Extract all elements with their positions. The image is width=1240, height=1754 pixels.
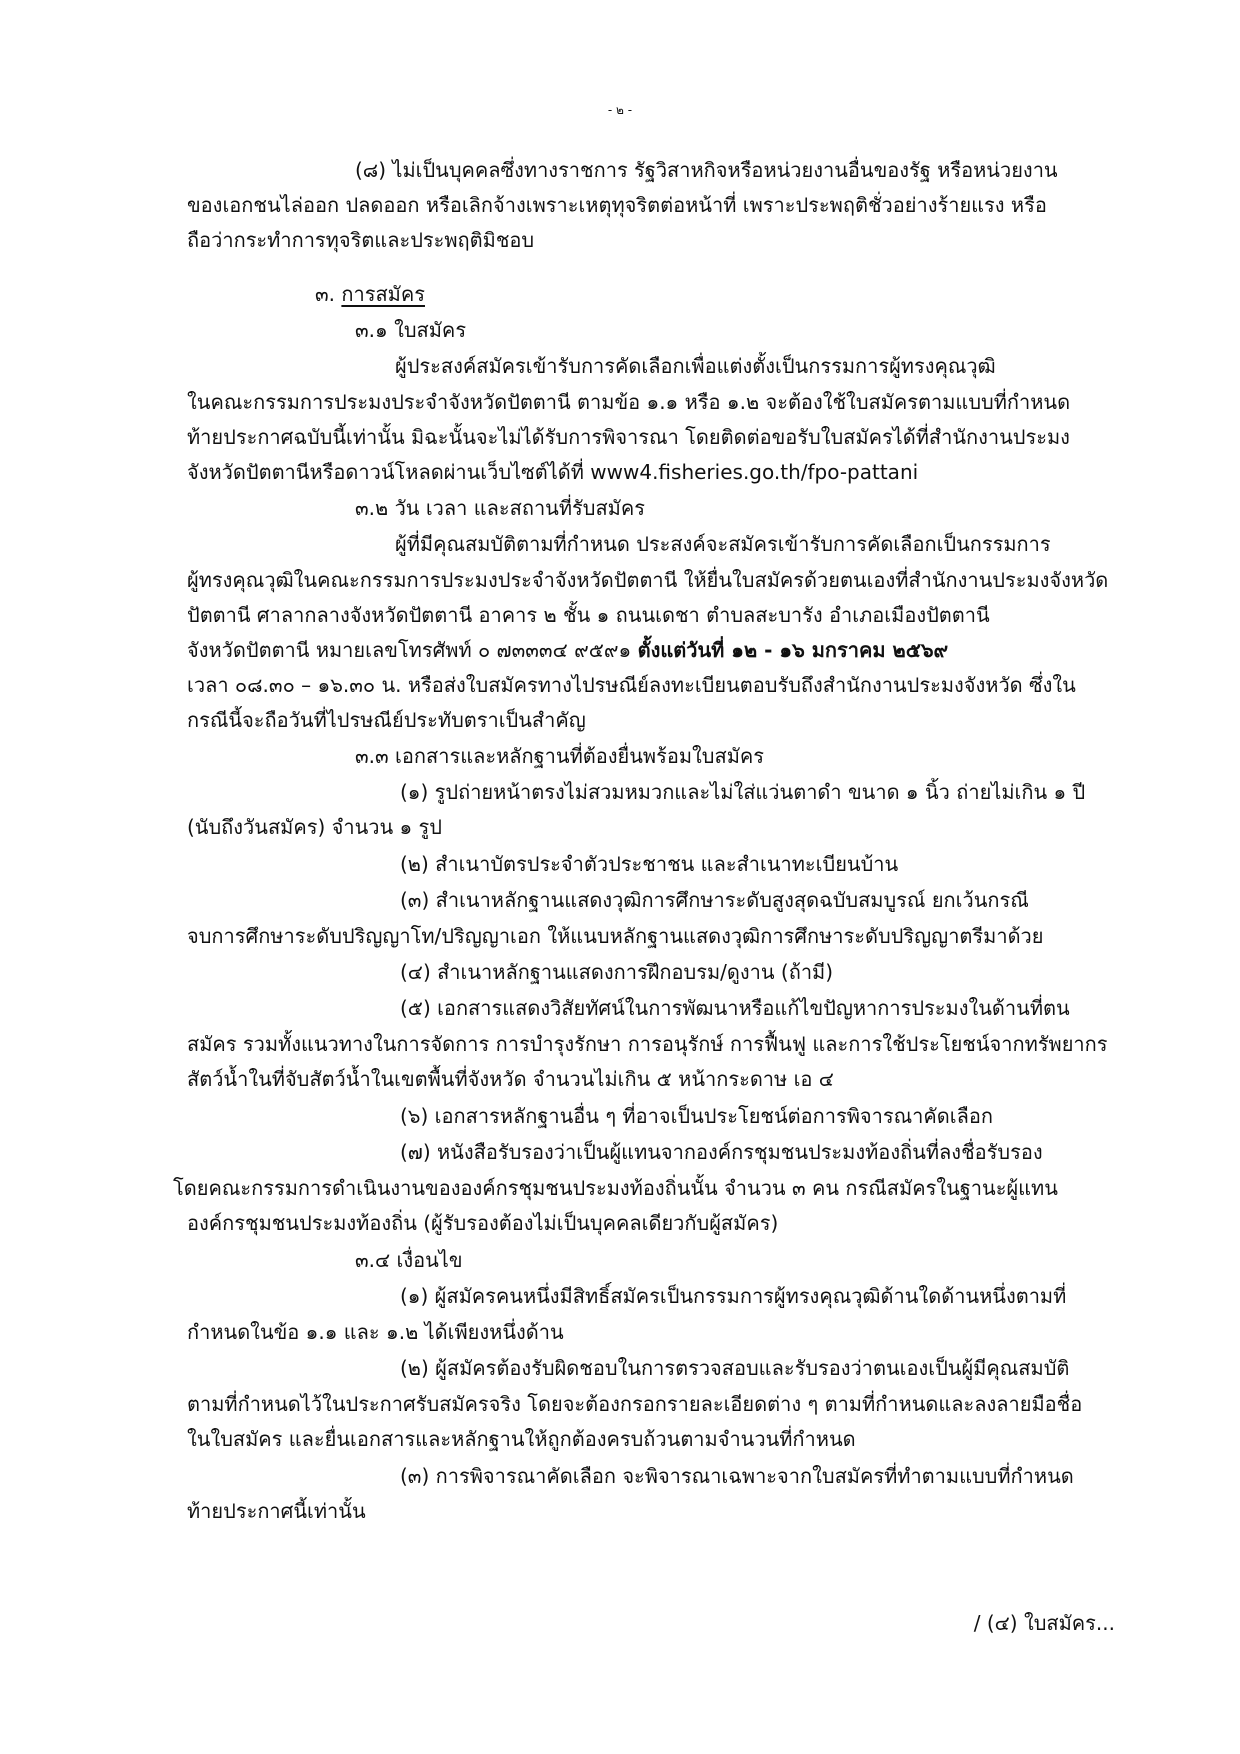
section-3-1-line-2: ในคณะกรรมการประมงประจำจังหวัดปัตตานี ตามข้อ ๑.๑ หรือ ๑.๒ จะต้องใช้ใบสมัครตามแบบที่กำหนด [187, 390, 1071, 414]
item-8-line-3: ถือว่ากระทำการทุจริตและประพฤติมิชอบ [187, 228, 535, 252]
section-3-3-heading: ๓.๓ เอกสารและหลักฐานที่ต้องยื่นพร้อมใบสมัคร [355, 744, 765, 768]
section-3-3-line-7: (๕) เอกสารแสดงวิสัยทัศน์ในการพัฒนาหรือแก้ไขปัญหาการประมงในด้านที่ตน [400, 996, 1070, 1020]
section-3-heading [315, 278, 425, 310]
continuation-note: / (๔) ใบสมัคร... [973, 1611, 1115, 1635]
section-3-2-line-4-text: จังหวัดปัตตานี หมายเลขโทรศัพท์ ๐ ๗๓๓๓๔ ๙๕๙๑ [187, 638, 638, 662]
section-3-4-line-4: ตามที่กำหนดไว้ในประกาศรับสมัครจริง โดยจะต้องกรอกรายละเอียดต่าง ๆ ตามที่กำหนดและลงลายมือชื่อ [187, 1392, 1083, 1416]
item-8-line-1: (๘) ไม่เป็นบุคคลซึ่งทางราชการ รัฐวิสาหกิจหรือหน่วยงานอื่นของรัฐ หรือหน่วยงาน [355, 158, 1058, 182]
section-3-3-line-3: (๒) สำเนาบัตรประจำตัวประชาชน และสำเนาทะเบียนบ้าน [400, 852, 899, 876]
section-3-3-line-13: องค์กรชุมชนประมงท้องถิ่น (ผู้รับรองต้องไม่เป็นบุคคลเดียวกับผู้สมัคร) [187, 1211, 779, 1235]
section-3-4-line-3: (๒) ผู้สมัครต้องรับผิดชอบในการตรวจสอบและรับรองว่าตนเองเป็นผู้มีคุณสมบัติ [400, 1356, 1070, 1380]
page-number: - ๒ - [607, 103, 633, 117]
section-3-title: การสมัคร [341, 282, 425, 306]
section-3-3-line-12: โดยคณะกรรมการดำเนินงานขององค์กรชุมชนประมงท้องถิ่นนั้น จำนวน ๓ คน กรณีสมัครในฐานะผู้แทน [173, 1176, 1058, 1200]
section-3-1-heading: ๓.๑ ใบสมัคร [355, 318, 467, 342]
section-3-3-line-1: (๑) รูปถ่ายหน้าตรงไม่สวมหมวกและไม่ใส่แว่นตาดำ ขนาด ๑ นิ้ว ถ่ายไม่เกิน ๑ ปี [400, 780, 1086, 804]
section-3-2-line-5: เวลา ๐๘.๓๐ – ๑๖.๓๐ น. หรือส่งใบสมัครทางไปรษณีย์ลงทะเบียนตอบรับถึงสำนักงานประมงจังหวัด ซึ่งใน [187, 673, 1076, 697]
section-3-3-line-6: (๔) สำเนาหลักฐานแสดงการฝึกอบรม/ดูงาน (ถ้ามี) [400, 960, 834, 984]
section-3-2-line-1: ผู้ที่มีคุณสมบัติตามที่กำหนด ประสงค์จะสมัครเข้ารับการคัดเลือกเป็นกรรมการ [395, 532, 1051, 556]
section-3-2-line-4 [187, 634, 948, 666]
section-3-4-line-1: (๑) ผู้สมัครคนหนึ่งมีสิทธิ์สมัครเป็นกรรมการผู้ทรงคุณวุฒิด้านใดด้านหนึ่งตามที่ [400, 1284, 1067, 1308]
application-period: ตั้งแต่วันที่ ๑๒ - ๑๖ มกราคม ๒๕๖๙ [637, 638, 949, 662]
section-3-2-line-6: กรณีนี้จะถือวันที่ไปรษณีย์ประทับตราเป็นสำคัญ [187, 708, 586, 732]
section-3-3-line-8: สมัคร รวมทั้งแนวทางในการจัดการ การบำรุงรักษา การอนุรักษ์ การฟื้นฟู และการใช้ประโยชน์จากทรัพยากร [187, 1032, 1108, 1056]
section-3-1-line-3: ท้ายประกาศฉบับนี้เท่านั้น มิฉะนั้นจะไม่ได้รับการพิจารณา โดยติดต่อขอรับใบสมัครได้ที่สำนักงานประมง [187, 425, 1070, 449]
section-3-3-line-10: (๖) เอกสารหลักฐานอื่น ๆ ที่อาจเป็นประโยชน์ต่อการพิจารณาคัดเลือก [400, 1104, 993, 1128]
section-3-4-line-7: ท้ายประกาศนี้เท่านั้น [187, 1499, 366, 1523]
section-3-2-line-3: ปัตตานี ศาลากลางจังหวัดปัตตานี อาคาร ๒ ชั้น ๑ ถนนเดชา ตำบลสะบารัง อำเภอเมืองปัตตานี [187, 603, 990, 627]
section-3-3-line-9: สัตว์น้ำในที่จับสัตว์น้ำในเขตพื้นที่จังหวัด จำนวนไม่เกิน ๕ หน้ากระดาษ เอ ๔ [187, 1067, 834, 1091]
section-3-1-line-1: ผู้ประสงค์สมัครเข้ารับการคัดเลือกเพื่อแต่งตั้งเป็นกรรมการผู้ทรงคุณวุฒิ [395, 354, 996, 378]
item-8-line-2: ของเอกชนไล่ออก ปลดออก หรือเลิกจ้างเพราะเหตุทุจริตต่อหน้าที่ เพราะประพฤติชั่วอย่างร้ายแรง หรือ [187, 193, 1047, 217]
section-3-3-line-5: จบการศึกษาระดับปริญญาโท/ปริญญาเอก ให้แนบหลักฐานแสดงวุฒิการศึกษาระดับปริญญาตรีมาด้วย [187, 924, 1044, 948]
section-3-4-heading: ๓.๔ เงื่อนไข [355, 1248, 463, 1272]
section-3-2-heading: ๓.๒ วัน เวลา และสถานที่รับสมัคร [355, 496, 645, 520]
section-3-4-line-5: ในใบสมัคร และยื่นเอกสารและหลักฐานให้ถูกต้องครบถ้วนตามจำนวนที่กำหนด [187, 1427, 856, 1451]
section-3-2-line-2: ผู้ทรงคุณวุฒิในคณะกรรมการประมงประจำจังหวัดปัตตานี ให้ยื่นใบสมัครด้วยตนเองที่สำนักงานประมงจังหวัด [187, 568, 1109, 592]
section-3-1-line-4: จังหวัดปัตตานีหรือดาวน์โหลดผ่านเว็บไซต์ได้ที่ www4.fisheries.go.th/fpo-pattani [187, 460, 919, 484]
section-3-number: ๓. [315, 282, 336, 306]
section-3-3-line-2: (นับถึงวันสมัคร) จำนวน ๑ รูป [187, 815, 442, 839]
section-3-3-line-11: (๗) หนังสือรับรองว่าเป็นผู้แทนจากองค์กรชุมชนประมงท้องถิ่นที่ลงชื่อรับรอง [400, 1140, 1043, 1164]
section-3-4-line-6: (๓) การพิจารณาคัดเลือก จะพิจารณาเฉพาะจากใบสมัครที่ทำตามแบบที่กำหนด [400, 1464, 1074, 1488]
section-3-4-line-2: กำหนดในข้อ ๑.๑ และ ๑.๒ ได้เพียงหนึ่งด้าน [187, 1320, 564, 1344]
section-3-3-line-4: (๓) สำเนาหลักฐานแสดงวุฒิการศึกษาระดับสูงสุดฉบับสมบูรณ์ ยกเว้นกรณี [400, 888, 1029, 912]
